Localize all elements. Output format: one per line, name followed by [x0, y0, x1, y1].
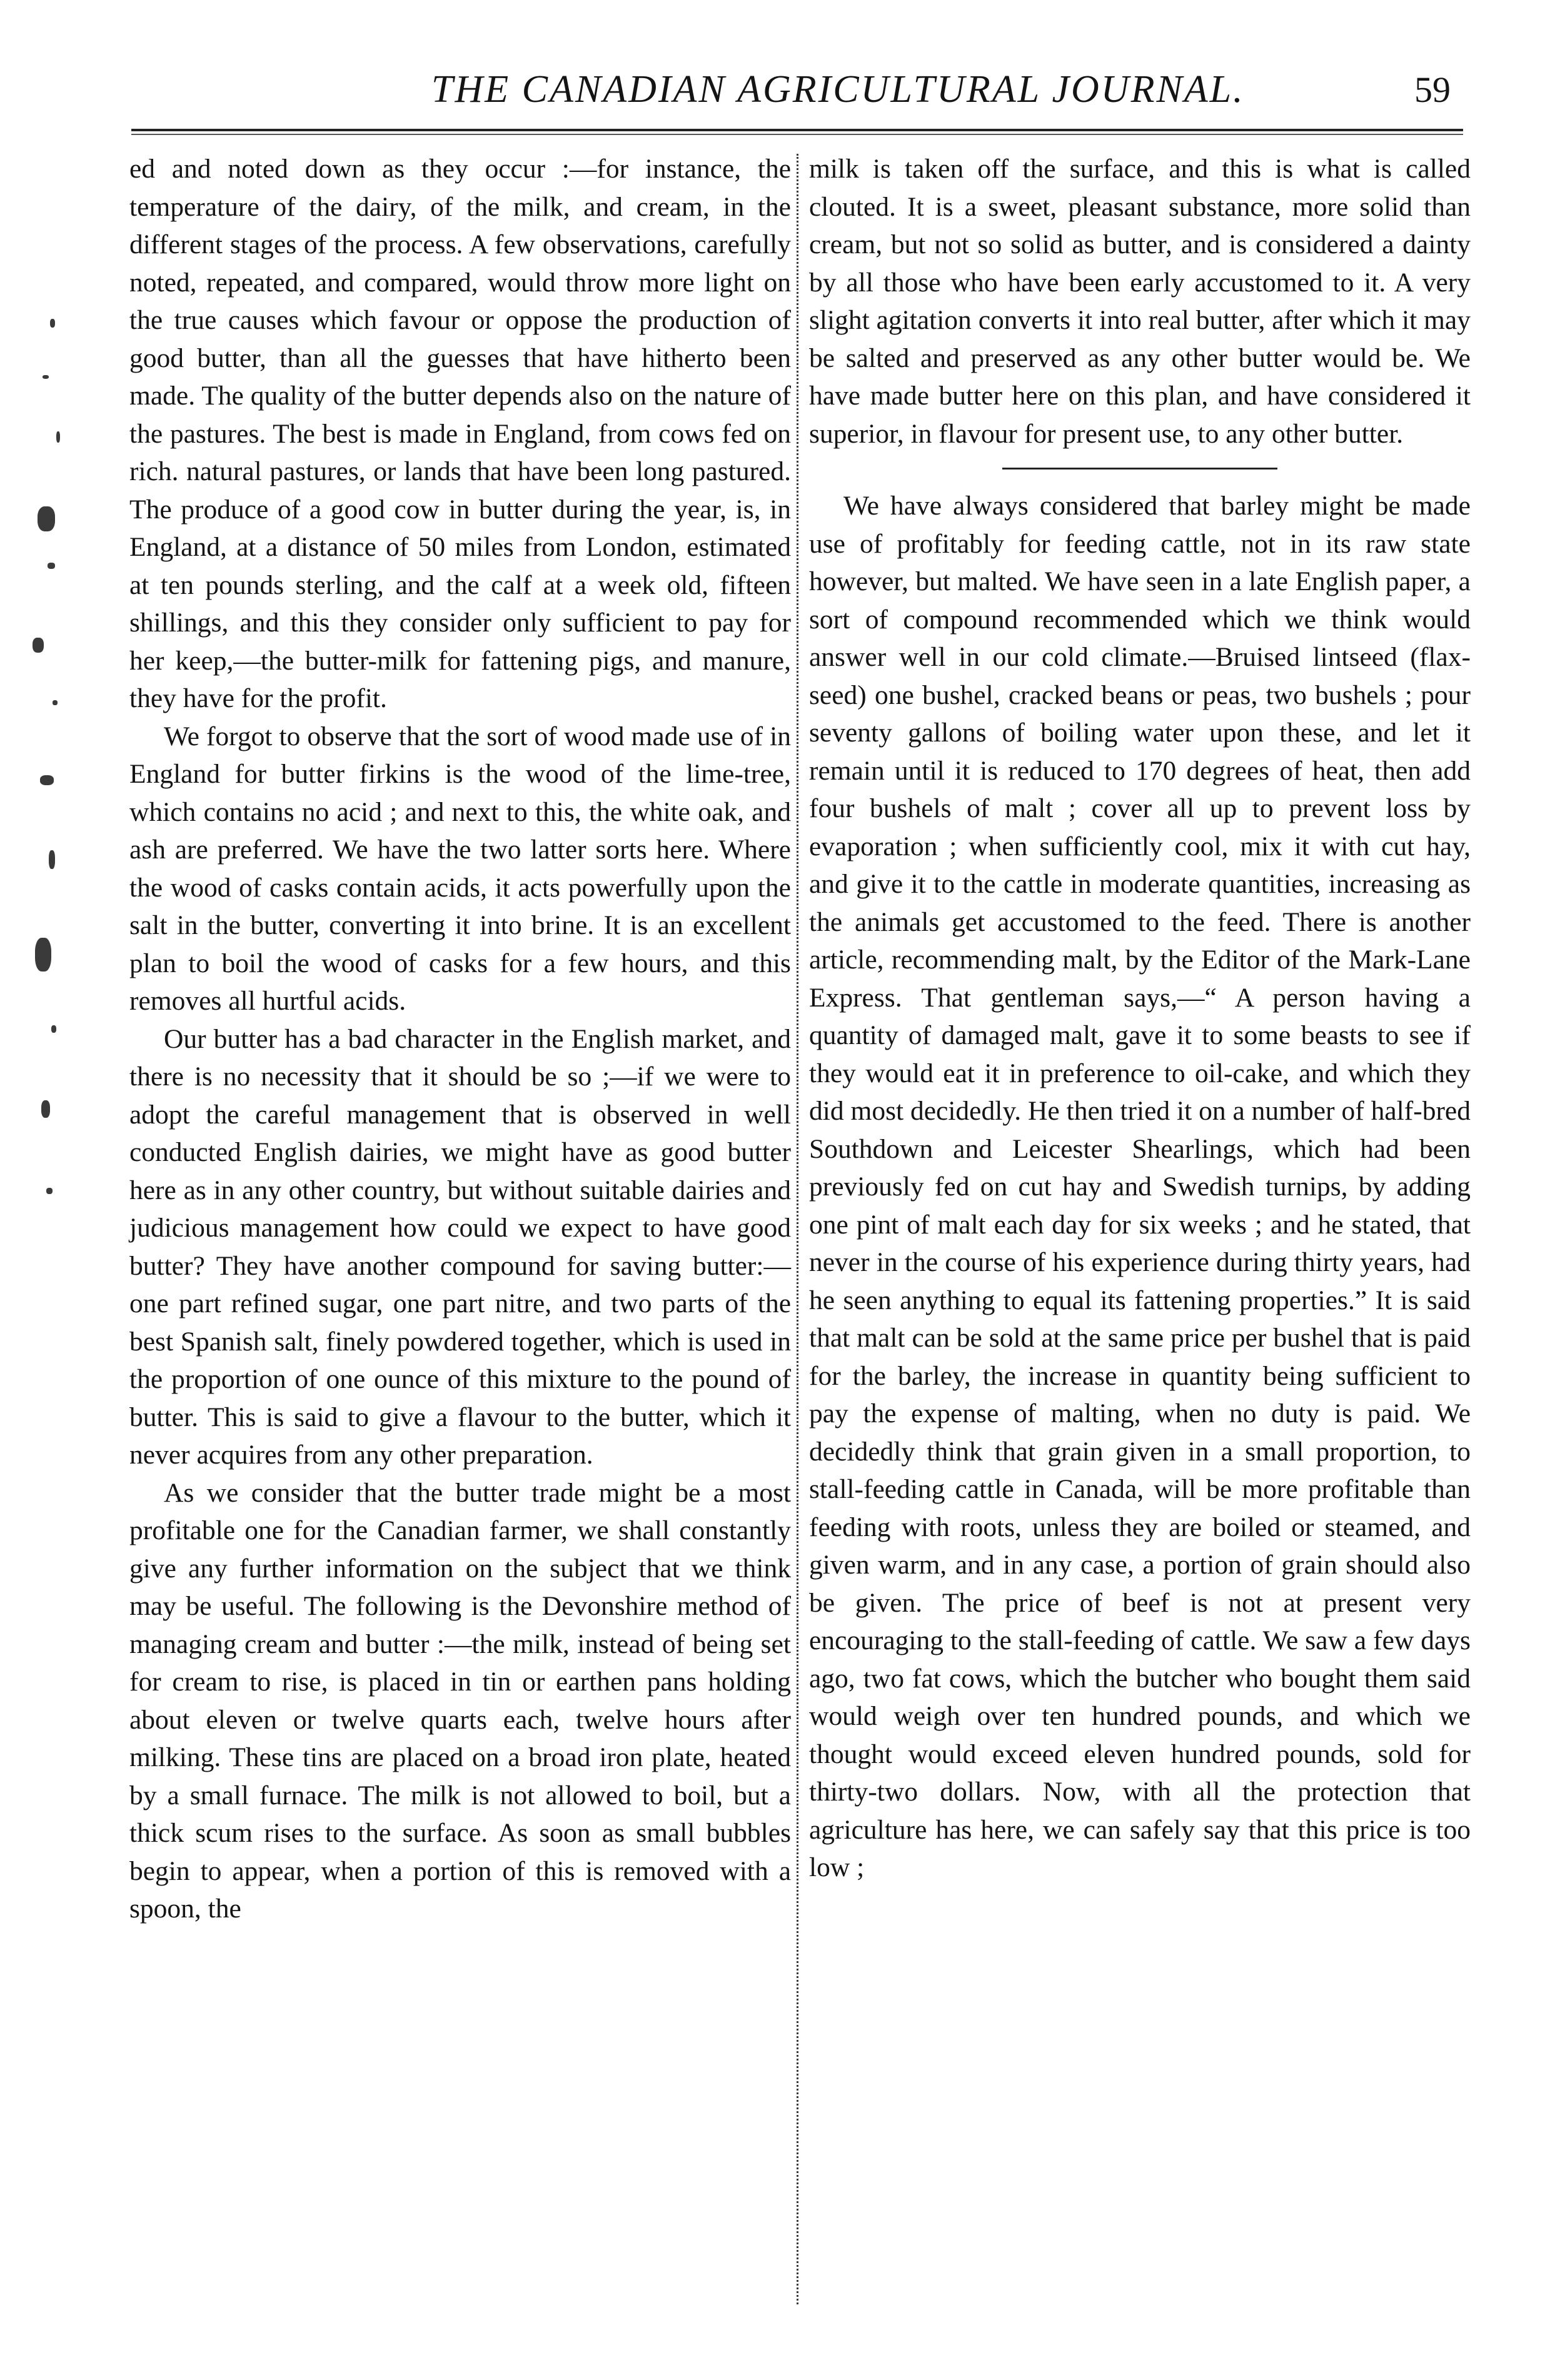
left-paragraph-4: As we consider that the butter trade might be a most profitable one for the Canadian farmer, we shall constantly give any further information on the subject that we think may be useful. The following is the Devonshire method of managing cream and butter :—the milk, instead of being set for cream to rise, is placed in tin or earthen pans holding about eleven or twelve quarts each, twelve hours after milking. These tins are placed on a broad iron plate, heated by a small furnace. The milk is not allowed to boil, but a thick scum rises to the surface. As soon as small bubbles begin to appear, when a portion of this is removed with a spoon, the [129, 1477, 791, 1924]
margin-scan-speckles [13, 300, 88, 1275]
header-rule [131, 129, 1463, 131]
left-paragraph-2: We forgot to observe that the sort of wood made use of in England for butter firkins is the wood of the lime-tree, which contains no acid ; and next to this, the white oak, and ash are preferred. We have the two latter sorts here. Where the wood of casks contain acids, it acts powerfully upon the salt in the butter, converting it into brine. It is an excellent plan to boil the wood of casks for a few hours, and this removes all hurtful acids. [129, 721, 791, 1016]
left-paragraph-3: Our butter has a bad character in the English market, and there is no necessity that it should be so ;—if we were to adopt the careful management that is observed in well conducted English dairies, we might have as good butter here as in any other country, but without suitable dairies and judicious management how could we expect to have good butter? They have another compound for saving butter:—one part refined sugar, one part nitre, and two parts of the best Spanish salt, finely powdered together, which is used in the proportion of one ounce of this mixture to the pound of butter. This is said to give a flavour to the butter, which it never acquires from any other preparation. [129, 1023, 791, 1470]
column-divider [797, 154, 798, 2304]
right-paragraph-2: We have always considered that barley might be made use of profitably for feeding cattle, not in its raw state however, but malted. We have seen in a late English paper, a sort of compound recommended which we think would answer well in our cold climate.—Bruised lintseed (flax-seed) one bushel, cracked beans or peas, two bushels ; pour seventy gallons of boiling water upon these, and let it remain until it is reduced to 170 degrees of heat, then add four bushels of malt ; cover all up to prevent loss by evaporation ; when sufficiently cool, mix it with cut hay, and give it to the cattle in moderate quantities, increasing as the animals get accustomed to the feed. There is another article, recommending malt, by the Editor of the Mark-Lane Express. That gentleman says,—“ A person having a quantity of damaged malt, gave it to some beasts to see if they would eat it in preference to oil-cake, and which they did most decidedly. He then tried it on a number of half-bred Southdown and Leicester Shearlings, which had been previously fed on cut hay and Swedish turnips, by adding one pint of malt each day for six weeks ; and he stated, that never in the course of his experience during thirty years, had he seen anything to equal its fattening properties.” It is said that malt can be sold at the same price per bushel that is paid for the barley, the increase in quantity being sufficient to pay the expense of malting, when no duty is paid. We decidedly think that grain given in a small proportion, to stall-feeding cattle in Canada, will be more profitable than feeding with roots, unless they are boiled or steamed, and given warm, and in any case, a portion of grain should also be given. The price of beef is not at present very encouraging to the stall-feeding of cattle. We saw a few days ago, two fat cows, which the butcher who bought them said would weigh over ten hundred pounds, and which we thought would exceed eleven hundred pounds, sold for thirty-two dollars. Now, with all the protection that agriculture has here, we can safely say that this price is too low ; [809, 491, 1471, 1882]
page-number: 59 [1414, 69, 1451, 110]
left-column [129, 150, 791, 1928]
right-paragraph-1: milk is taken off the surface, and this is what is called clouted. It is a sweet, pleasant substance, more solid than cream, but not so solid as butter, and is considered a dainty by all those who have been early accustomed to it. A very slight agitation converts it into real butter, after which it may be salted and preserved as any other butter would be. We have made butter here on this plan, and have considered it superior, in flavour for present use, to any other butter. [809, 154, 1471, 449]
running-title: THE CANADIAN AGRICULTURAL JOURNAL. [431, 68, 1245, 111]
right-column [809, 150, 1471, 1887]
left-paragraph-1: ed and noted down as they occur :—for instance, the temperature of the dairy, of the milk, and cream, in the different stages of the process. A few observations, carefully noted, repeated, and compared, would throw more light on the true causes which favour or oppose the production of good butter, than all the guesses that have hitherto been made. The quality of the butter depends also on the nature of the pastures. The best is made in England, from cows fed on rich. natural pastures, or lands that have been long pastured. The produce of a good cow in butter during the year, is, in England, at a distance of 50 miles from London, estimated at ten pounds sterling, and the calf at a week old, fifteen shillings, and this they consider only sufficient to pay for her keep,—the butter-milk for fattening pigs, and manure, they have for the profit. [129, 154, 791, 713]
section-divider [1002, 468, 1277, 469]
page-header [0, 68, 1550, 118]
header-rule-secondary [131, 134, 1463, 135]
